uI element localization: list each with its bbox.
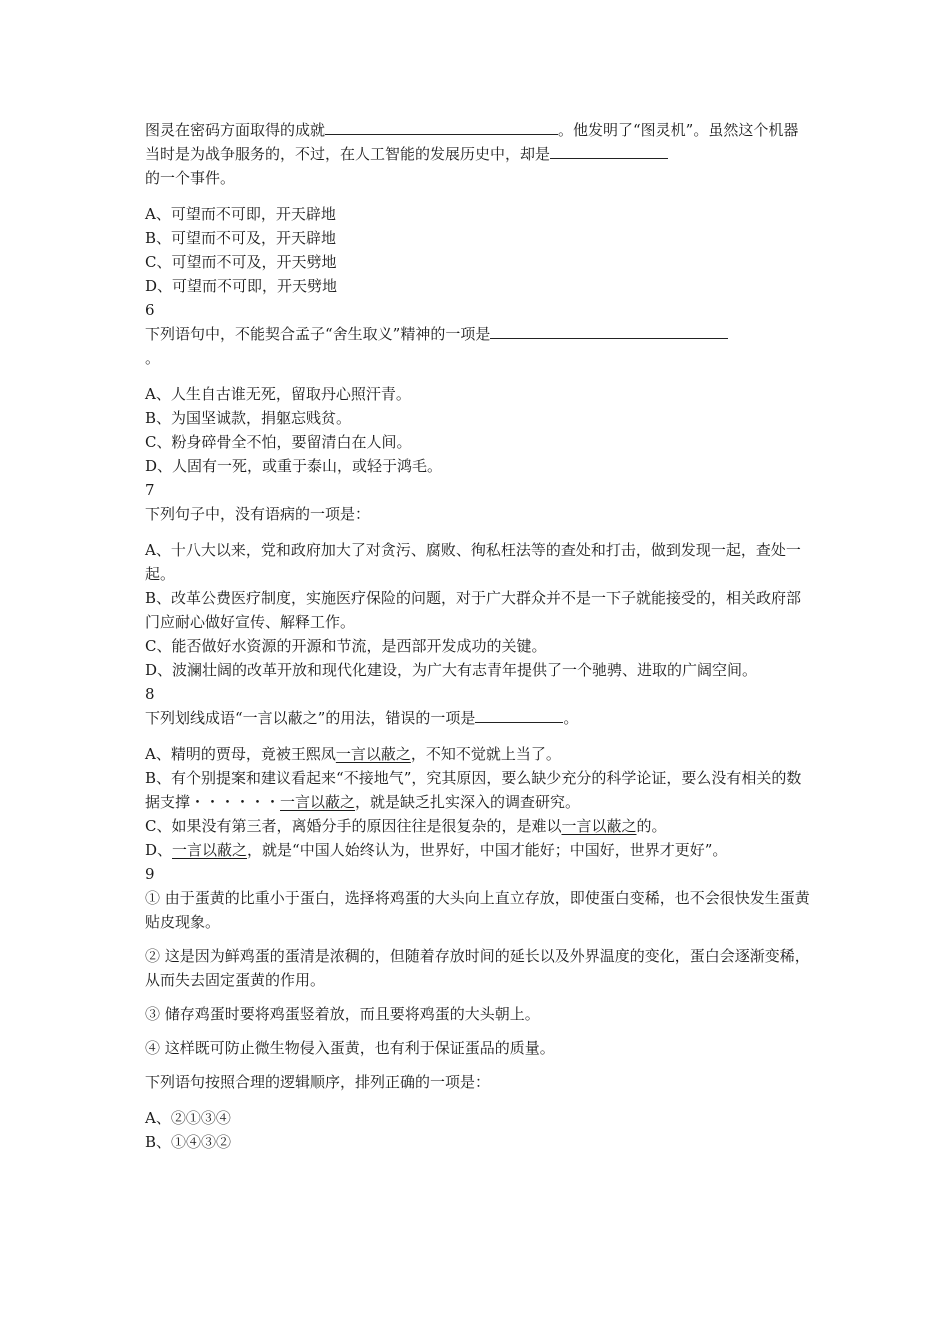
q7-option-d: D、波澜壮阔的改革开放和现代化建设，为广大有志青年提供了一个驰骋、进取的广阔空间。	[145, 661, 758, 679]
q7-option-a: A、十八大以来，党和政府加大了对贪污、腐败、徇私枉法等的查处和打击，做到发现一起，查处一起。	[145, 541, 801, 583]
q9-option-b: B、①④③②	[145, 1133, 232, 1151]
q8-idiom-underlined: 一言以蔽之	[335, 745, 411, 763]
q8-option-a-post: ，不知不觉就上当了。	[410, 745, 561, 763]
q7-number: 7	[145, 481, 155, 499]
q8-idiom-underlined: 一言以蔽之	[561, 817, 637, 835]
q9-sentence-2: ② 这是因为鲜鸡蛋的蛋清是浓稠的，但随着存放时间的延长以及外界温度的变化，蛋白会逐渐变稀，从而失去固定蛋黄的作用。	[145, 947, 810, 989]
q8-number: 8	[145, 685, 155, 703]
q7-option-b: B、改革公费医疗制度，实施医疗保险的问题，对于广大群众并不是一下子就能接受的，相关政府部门应耐心做好宣传、解释工作。	[145, 589, 802, 631]
q7-option-c: C、能否做好水资源的开源和节流，是西部开发成功的关键。	[145, 637, 547, 655]
q8-option-b-pre: B、有个别提案和建议看起来“不接地气”，究其原因，要么缺少充分的科学论证，要么没有相关的数据支撑・・・・・・	[145, 769, 802, 811]
q6-option-a: A、人生自古谁无死，留取丹心照汗青。	[145, 385, 411, 403]
q6-option-d: D、人固有一死，或重于泰山，或轻于鸿毛。	[145, 457, 443, 475]
q5-blank-2	[550, 143, 668, 159]
q8-stem-text: 下列划线成语“一言以蔽之”的用法，错误的一项是	[145, 709, 476, 727]
q6-stem-end: 。	[145, 349, 161, 367]
q7-stem: 下列句子中，没有语病的一项是：	[145, 505, 371, 523]
q8-idiom-underlined: 一言以蔽之	[172, 841, 248, 859]
q5-option-b: B、可望而不可及，开天辟地	[145, 229, 337, 247]
q6-number: 6	[145, 301, 155, 319]
q8-option-d-pre: D、	[145, 841, 173, 859]
q8-option-b-post: ，就是缺乏扎实深入的调查研究。	[355, 793, 581, 811]
q8-option-c-post: 的。	[636, 817, 667, 835]
q9-sentence-4: ④ 这样既可防止微生物侵入蛋黄，也有利于保证蛋品的质量。	[145, 1039, 555, 1057]
q9-options	[145, 1106, 810, 1154]
q6-option-b: B、为国坚诚款，捐躯忘贱贫。	[145, 409, 352, 427]
q5-stem-part-b: 。他发明了“图灵机”。虽然这个机器当时是为战争服务的，不过，在人工智能的发展历史中，却是	[145, 121, 799, 163]
q6-option-c: C、粉身碎骨全不怕，要留清白在人间。	[145, 433, 412, 451]
q8-option-c-pre: C、如果没有第三者，离婚分手的原因往往是很复杂的，是难以	[145, 817, 562, 835]
q6-stem	[145, 322, 810, 346]
q8-blank	[475, 707, 563, 723]
q5-option-c: C、可望而不可及，开天劈地	[145, 253, 337, 271]
q6-options	[145, 382, 810, 478]
document-page	[145, 118, 810, 1154]
q8-options	[145, 742, 810, 862]
q8-stem	[145, 706, 810, 730]
q8-option-a-pre: A、精明的贾母，竟被王熙凤	[145, 745, 336, 763]
q8-idiom-underlined: 一言以蔽之	[280, 793, 356, 811]
q8-option-c	[145, 814, 810, 838]
q6-stem-text: 下列语句中，不能契合孟子“舍生取义”精神的一项是	[145, 325, 491, 343]
q6-blank	[490, 323, 728, 339]
q5-option-a: A、可望而不可即，开天辟地	[145, 205, 336, 223]
q8-option-a	[145, 742, 810, 766]
q9-sentence-3: ③ 储存鸡蛋时要将鸡蛋竖着放，而且要将鸡蛋的大头朝上。	[145, 1005, 540, 1023]
q5-stem	[145, 118, 810, 166]
q8-option-b	[145, 766, 810, 814]
q5-stem-part-a: 图灵在密码方面取得的成就	[145, 121, 326, 139]
q8-option-d-post: ，就是“中国人始终认为，世界好，中国才能好；中国好，世界才更好”。	[247, 841, 728, 859]
q9-stem: 下列语句按照合理的逻辑顺序，排列正确的一项是：	[145, 1073, 491, 1091]
q5-blank-1	[325, 119, 558, 135]
q9-option-a: A、②①③④	[145, 1109, 231, 1127]
q8-stem-end: 。	[563, 709, 579, 727]
q9-number: 9	[145, 865, 155, 883]
q5-option-d: D、可望而不可即，开天劈地	[145, 277, 338, 295]
q7-options	[145, 538, 810, 682]
q8-option-d	[145, 838, 810, 862]
q5-options	[145, 202, 810, 298]
q9-sentence-1: ① 由于蛋黄的比重小于蛋白，选择将鸡蛋的大头向上直立存放，即使蛋白变稀，也不会很快发生蛋黄贴皮现象。	[145, 889, 810, 931]
q5-stem-end: 的一个事件。	[145, 169, 236, 187]
